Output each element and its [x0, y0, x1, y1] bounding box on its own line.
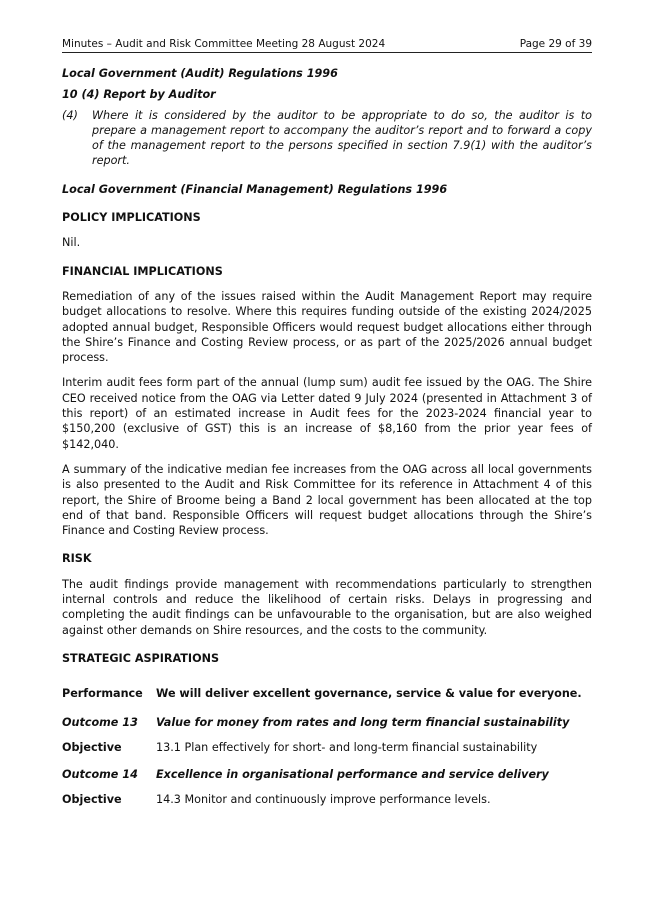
policy-implications-heading: POLICY IMPLICATIONS — [62, 211, 201, 225]
performance-label: Performance — [62, 687, 143, 701]
financial-regulations-title: Local Government (Financial Management) Regulations 1996 — [62, 182, 448, 196]
document-body — [62, 66, 592, 808]
financial-paragraph-3: A summary of the indicative median fee increases from the OAG across all local governments is also presented to the Audit and Risk Committee for its reference in Attachment 4 of this report, the Shire of Broome being a Band 2 local government has been allocated at the top end of that band. Responsible Officers will request budget allocations through the Shire’s Finance and Costing Review process. — [62, 462, 592, 538]
financial-paragraph-1: Remediation of any of the issues raised within the Audit Management Report may require budget allocations to resolve. Where this requires funding outside of the existing 2024/2025 adopted annual budget, Responsible Officers would request budget allocations either through the Shire’s Finance and Costing Review process, or as part of the 2025/2026 annual budget process. — [62, 289, 592, 365]
risk-text: The audit findings provide management with recommendations particularly to strengthen internal controls and reduce the likelihood of certain risks. Delays in progressing and completing the audit findings can be unfavourable to the organisation, but are also weighed against other demands on Shire resources, and the costs to the community. — [62, 577, 592, 637]
objective-2-text: 14.3 Monitor and continuously improve performance levels. — [156, 793, 491, 807]
audit-regulations-title: Local Government (Audit) Regulations 1996 — [62, 67, 338, 80]
objective-1-text: 13.1 Plan effectively for short- and long-term financial sustainability — [156, 740, 538, 754]
regulation-clause — [62, 108, 592, 169]
strategic-aspirations-heading: STRATEGIC ASPIRATIONS — [62, 651, 220, 665]
financial-implications-heading: FINANCIAL IMPLICATIONS — [62, 264, 223, 278]
page-header — [62, 38, 592, 53]
performance-text: We will deliver excellent governance, service & value for everyone. — [156, 687, 582, 701]
outcome-13-text: Value for money from rates and long term financial sustainability — [156, 715, 570, 729]
aspiration-objective-2-row — [62, 792, 592, 807]
financial-paragraph-2: Interim audit fees form part of the annual (lump sum) audit fee issued by the OAG. The Shire CEO received notice from the OAG via Letter dated 9 July 2024 (presented in Attachment 3 of this report) of an estimated increase in Audit fees for the 2023-2024 financial year to $150,200 (exclusive of GST) this is an increase of $8,160 from the prior year fees of $142,040. — [62, 376, 592, 451]
risk-heading: RISK — [62, 552, 92, 566]
objective-1-label: Objective — [62, 740, 122, 754]
outcome-14-text: Excellence in organisational performance and service delivery — [156, 768, 549, 782]
aspiration-objective-1-row — [62, 740, 592, 755]
objective-2-label: Objective — [62, 793, 122, 807]
header-title: Minutes – Audit and Risk Committee Meeting 28 August 2024 — [62, 38, 386, 50]
outcome-13-label: Outcome 13 — [62, 715, 138, 729]
page-number: Page 29 of 39 — [519, 38, 592, 50]
aspiration-outcome-14-row — [62, 767, 592, 782]
aspiration-performance-row — [62, 686, 592, 701]
outcome-14-label: Outcome 14 — [62, 768, 138, 782]
clause-text: Where it is considered by the auditor to be appropriate to do so, the auditor is to prepare a management report to accompany the auditor’s report and to forward a copy of the management report to the persons specified in section 7.9(1) with the auditor’s report. — [92, 108, 592, 168]
clause-number: (4) — [62, 108, 78, 122]
aspiration-outcome-13-row — [62, 715, 592, 730]
report-by-auditor-heading: 10 (4) Report by Auditor — [62, 88, 216, 102]
policy-implications-text: Nil. — [62, 236, 81, 250]
